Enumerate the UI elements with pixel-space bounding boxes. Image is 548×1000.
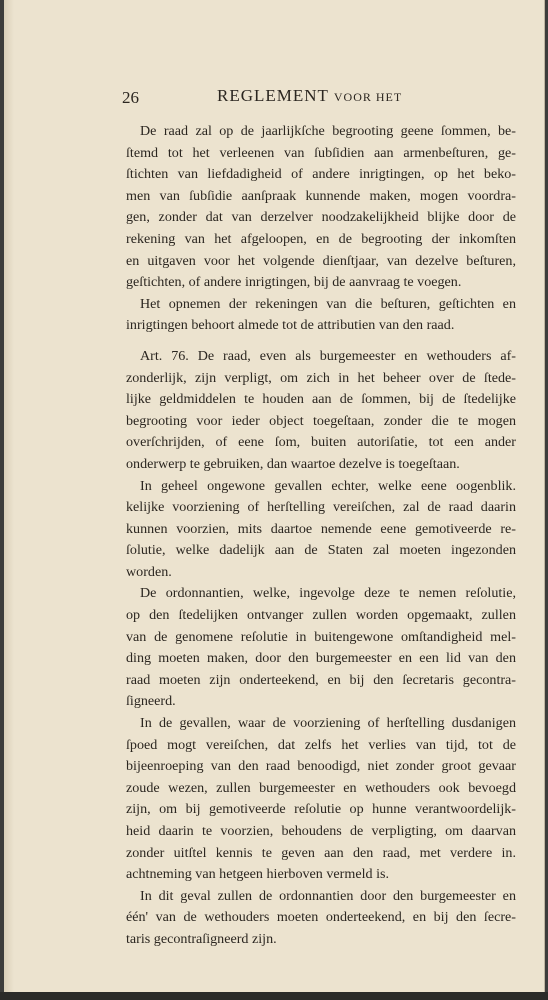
text-line: men van ſubſidie aanſpraak kunnende maken, mogen voordra-	[126, 187, 516, 204]
text-line: Het opnemen der rekeningen van die beſturen, geſtichten en	[140, 295, 516, 312]
text-line: zonderlijk, zijn verpligt, om zich in het beheer over de ſtede-	[126, 369, 516, 386]
text-line: één' van de wethouders moeten onderteekend, en bij den ſecre-	[126, 909, 516, 926]
body-text	[126, 121, 516, 951]
text-line: overſchrijden, of eene ſom, buiten autoriſatie, tot een ander	[126, 434, 516, 451]
article-heading-line: Art. 76. De raad, even als burgemeester en wethouders af-	[140, 347, 516, 364]
text-line: gen, zonder dat van derzelver noodzakelijkheid blijke door de	[126, 209, 516, 226]
text-line: kunnen voorzien, mits daartoe nemende eene gemotiveerde re-	[126, 520, 516, 537]
text-line: heid daarin te voorzien, behoudens de verpligting, om daarvan	[126, 823, 516, 839]
text-line: onderwerp te gebruiken, dan waartoe dezelve is toegeſtaan.	[126, 455, 460, 472]
running-title-main: REGLEMENT	[217, 86, 329, 105]
text-line: bijeenroeping van den raad benoodigd, niet zonder groot gevaar	[126, 758, 516, 775]
text-line: In dit geval zullen de ordonnantien door den burgemeester en	[140, 887, 516, 904]
text-line: zijn, om bij gemotiveerde reſolutie op hunne verantwoordelijk-	[126, 801, 516, 818]
text-line: inrigtingen behoort almede tot de attributien van den raad.	[126, 317, 455, 334]
text-line: ding moeten maken, door den burgemeester en een lid van den	[126, 650, 516, 667]
running-title	[217, 86, 402, 106]
text-line: en uitgaven voor het volgende dienſtjaar, van dezelve beſturen,	[126, 252, 516, 269]
text-line: zoude wezen, zullen burgemeester en wethouders ook bevoegd	[126, 779, 516, 796]
scan-bottom-edge	[0, 992, 548, 1000]
text-line: worden.	[126, 563, 172, 580]
text-line: De ordonnantien, welke, ingevolge deze te nemen reſolutie,	[140, 585, 516, 602]
text-line: op den ſtedelijken ontvanger zullen worden opgemaakt, zullen	[126, 607, 516, 624]
text-line: ſigneerd.	[126, 693, 176, 710]
page-gutter	[4, 0, 14, 992]
text-line: geſtichten, of andere inrigtingen, bij de aanvraag te voegen.	[126, 274, 462, 291]
text-line: ſtemd tot het verleenen van ſubſidien aan armenbeſturen, ge-	[126, 144, 516, 161]
text-line: achtneming van hetgeen hierboven vermeld is.	[126, 866, 389, 883]
text-line: rekening van het afgeloopen, en de begrooting der inkomſten	[126, 230, 516, 247]
text-line: In geheel ongewone gevallen echter, welke eene oogenblik.	[140, 477, 516, 494]
text-line: In de gevallen, waar de voorziening of herſtelling dusdanigen	[140, 715, 516, 732]
text-line: kelijke voorziening of herſtelling vereiſchen, zal de raad daarin	[126, 499, 516, 516]
book-page	[4, 0, 545, 992]
text-line: De raad zal op de jaarlijkſche begrooting geene ſommen, be-	[140, 123, 516, 139]
page-header	[122, 86, 502, 110]
text-line: raad moeten zijn onderteekend, en bij den ſecretaris gecontra-	[126, 671, 516, 688]
text-line: ſpoed mogt vereiſchen, dat zelfs het verlies van tijd, tot de	[126, 736, 516, 753]
text-line: van de genomene reſolutie in buitengewone omſtandigheid mel-	[126, 628, 516, 645]
text-line: taris gecontraſigneerd zijn.	[126, 930, 277, 947]
text-line: zonder uitſtel kennis te geven aan den raad, met verdere in.	[126, 844, 516, 861]
running-title-small: VOOR HET	[333, 90, 403, 104]
text-line: ſolutie, welke dadelijk aan de Staten zal moeten ingezonden	[126, 542, 516, 559]
page-number: 26	[122, 88, 139, 107]
text-line: ſtichten van liefdadigheid of andere inrigtingen, op het beko-	[126, 166, 516, 183]
text-line: begrooting voor ieder object toegeſtaan, zonder die te mogen	[126, 412, 516, 429]
text-line: lijke geldmiddelen te houden aan de ſommen, bij de ſtedelijke	[126, 391, 516, 408]
